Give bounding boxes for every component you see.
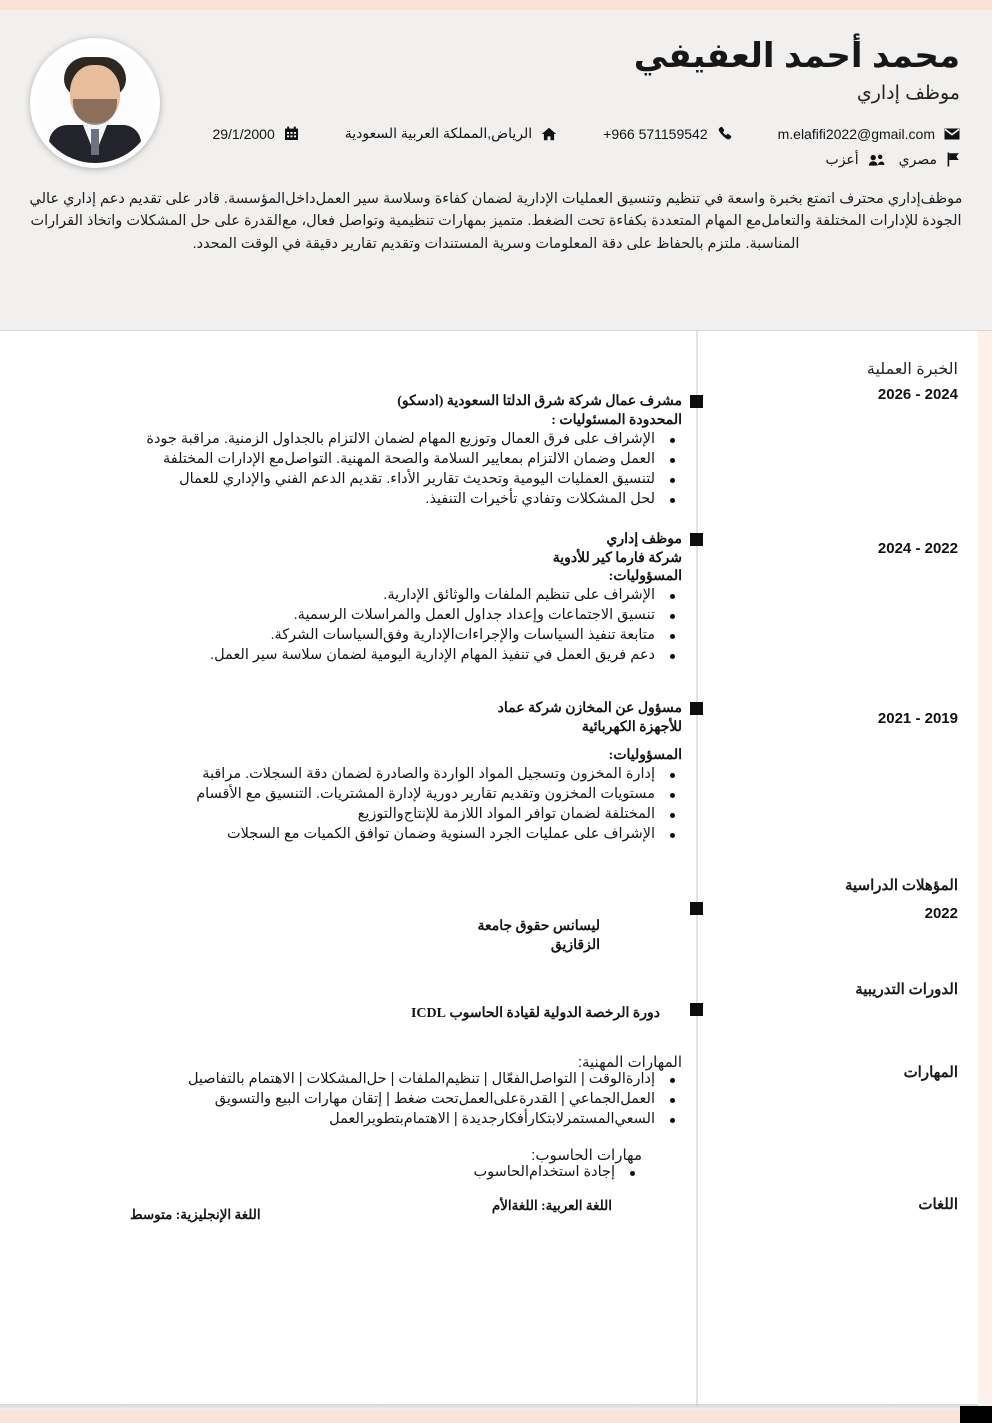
job3-bullets bbox=[100, 766, 682, 844]
job3-title-line1: مسؤول عن المخازن شركة عماد bbox=[497, 701, 682, 717]
timeline-line bbox=[696, 331, 698, 1407]
job2-bullets bbox=[100, 587, 682, 665]
section-training bbox=[0, 956, 992, 1024]
education-content bbox=[0, 846, 696, 956]
job3-content bbox=[0, 667, 696, 846]
timeline-marker bbox=[690, 1003, 703, 1016]
job1-bullet: العمل وضمان الالتزام بمعايير السلامة والصحة المهنية. التواصل‌مع الإدارات المختلفة bbox=[100, 451, 682, 469]
computer-skills-list bbox=[100, 1164, 642, 1182]
side-accent-strip bbox=[978, 331, 992, 1423]
job1-dates: 2024 - 2026 bbox=[877, 386, 958, 403]
languages-row bbox=[130, 1198, 612, 1223]
job3-row bbox=[0, 667, 992, 846]
education-entry bbox=[100, 918, 600, 956]
flag-icon bbox=[946, 152, 960, 167]
timeline-marker bbox=[690, 395, 703, 408]
training-entry bbox=[100, 1005, 660, 1024]
contact-row-2 bbox=[0, 151, 960, 168]
profile-photo bbox=[30, 38, 160, 168]
page-corner-mark bbox=[960, 1406, 992, 1423]
job1-bullet: لحل المشكلات وتفادي تأخيرات التنفيذ. bbox=[100, 491, 682, 509]
envelope-icon bbox=[944, 127, 960, 141]
skill-item: إجادة استخدام‌الحاسوب bbox=[100, 1164, 642, 1182]
degree-line1: ليسانس حقوق جامعة bbox=[477, 918, 600, 934]
phone-icon bbox=[717, 126, 732, 141]
job3-bullet: إدارة المخزون وتسجيل المواد الواردة والصادرة لضمان دقة السجلات. مراقبة bbox=[100, 766, 682, 784]
experience-heading: الخبرة العملية bbox=[866, 361, 958, 378]
job3-sidebar bbox=[696, 667, 992, 727]
contact-phone bbox=[603, 126, 731, 142]
skills-sidebar bbox=[696, 1023, 992, 1082]
contact-location bbox=[345, 125, 557, 142]
training-sidebar bbox=[696, 956, 992, 999]
job3-dates: 2019 - 2021 bbox=[877, 710, 958, 728]
candidate-name: محمد أحمد العفيفي bbox=[633, 37, 960, 75]
job1-content bbox=[0, 347, 696, 511]
job3-title-line2: للأجهزة الكهربائية bbox=[581, 720, 682, 736]
job1-bullet: الإشراف على فرق العمال وتوزيع المهام لضمان الالتزام بالجداول الزمنية. مراقبة جودة bbox=[100, 431, 682, 449]
education-year: 2022 bbox=[924, 904, 958, 922]
bottom-accent-strip bbox=[0, 1410, 992, 1423]
professional-skills-label: المهارات المهنية: bbox=[577, 1054, 682, 1072]
professional-skills-list bbox=[100, 1071, 682, 1129]
language-arabic: اللغة العربية: اللغة‌الأم bbox=[491, 1198, 612, 1214]
job1-entry bbox=[100, 393, 682, 509]
calendar-icon bbox=[284, 126, 299, 141]
resume-header bbox=[0, 10, 992, 330]
job2-dates: 2022 - 2024 bbox=[877, 539, 958, 557]
languages-content bbox=[0, 1184, 696, 1223]
job1-bullets bbox=[100, 431, 682, 509]
job3-entry bbox=[100, 700, 682, 844]
timeline-marker bbox=[690, 902, 703, 915]
section-languages bbox=[0, 1184, 992, 1223]
job2-content bbox=[0, 511, 696, 668]
section-education bbox=[0, 846, 992, 956]
skill-item: العمل‌الجماعي | القدرة‌على‌العمل‌تحت ضغط | إتقان مهارات البيع والتسويق bbox=[100, 1091, 682, 1109]
contact-nationality bbox=[899, 151, 960, 168]
timeline-marker bbox=[690, 702, 703, 715]
experience-sidebar bbox=[696, 347, 992, 403]
skills-content bbox=[0, 1023, 696, 1184]
job2-title: موظف إداري bbox=[606, 531, 682, 547]
phone-value: +966 571159542 bbox=[603, 125, 708, 142]
job2-sidebar bbox=[696, 511, 992, 557]
job2-entry bbox=[100, 531, 682, 666]
training-heading: الدورات التدريبية bbox=[855, 981, 958, 998]
education-sidebar bbox=[696, 846, 992, 922]
skill-item: إدارة‌الوقت | التواصل‌الفعّال | تنظيم‌الملفات | حل‌المشكلات | الاهتمام بالتفاصيل bbox=[100, 1071, 682, 1089]
job3-responsibilities-label: المسؤوليات: bbox=[608, 747, 682, 763]
training-content bbox=[0, 956, 696, 1024]
job2-bullet: دعم فريق العمل في تنفيذ المهام الإدارية اليومية لضمان سلاسة سير العمل. bbox=[100, 647, 682, 665]
languages-sidebar bbox=[696, 1184, 992, 1214]
candidate-job-title: موظف إداري bbox=[856, 83, 960, 104]
job2-row bbox=[0, 511, 992, 668]
email-value: m.elafifi2022@gmail.com bbox=[777, 125, 935, 142]
job3-bullet: المختلفة لضمان توافر المواد اللازمة للإنتاج‌والتوزيع bbox=[100, 806, 682, 824]
computer-skills-block bbox=[100, 1146, 642, 1182]
language-english: اللغة الإنجليزية: متوسط bbox=[130, 1207, 261, 1223]
job2-bullet: الإشراف على تنظيم الملفات والوثائق الإدارية. bbox=[100, 587, 682, 605]
section-experience bbox=[0, 347, 992, 511]
people-icon bbox=[868, 153, 885, 167]
timeline-marker bbox=[690, 533, 703, 546]
job3-bullet: الإشراف على عمليات الجرد السنوية وضمان توافق الكميات مع السجلات bbox=[100, 826, 682, 844]
languages-heading: اللغات bbox=[918, 1197, 958, 1214]
birth-date-value: 29/1/2000 bbox=[212, 125, 275, 142]
contact-birth-date bbox=[212, 126, 298, 142]
job1-title-line1: مشرف عمال شركة شرق الدلتا السعودية (ادسكو) bbox=[397, 394, 682, 409]
job2-bullet: متابعة تنفيذ السياسات والإجراءات‌الإدارية وفق‌السياسات الشركة. bbox=[100, 627, 682, 645]
job3-bullet: مستويات المخزون وتقديم تقارير دورية لإدارة المشتريات. التنسيق مع الأقسام bbox=[100, 786, 682, 804]
education-heading: المؤهلات الدراسية bbox=[844, 877, 958, 894]
job2-bullet: تنسيق الاجتماعات وإعداد جداول العمل والمراسلات الرسمية. bbox=[100, 607, 682, 625]
marital-status-value: أعزب bbox=[825, 151, 859, 167]
home-icon bbox=[541, 127, 557, 141]
degree-line2: الزقازيق bbox=[550, 937, 600, 953]
top-accent-strip bbox=[0, 0, 992, 10]
skill-item: السعي‌المستمر‌لابتكار‌أفكار‌جديدة | الاهتمام‌بتطوير‌العمل bbox=[100, 1111, 682, 1129]
job1-bullet: لتنسيق العمليات اليومية وتحديث تقارير الأداء. تقديم الدعم الفني والإداري للعمال bbox=[100, 471, 682, 489]
contact-email bbox=[778, 126, 960, 142]
nationality-value: مصري bbox=[898, 151, 937, 167]
course-name: دورة الرخصة الدولية لقيادة الحاسوب ICDL bbox=[410, 1005, 660, 1021]
section-skills bbox=[0, 1023, 992, 1184]
computer-skills-label: مهارات الحاسوب: bbox=[531, 1147, 642, 1165]
contact-marital-status bbox=[826, 151, 885, 168]
resume-body bbox=[0, 331, 992, 1423]
avatar-beard bbox=[73, 99, 117, 125]
job2-responsibilities-label: المسؤوليات: bbox=[608, 569, 682, 585]
skills-heading: المهارات bbox=[903, 1065, 958, 1082]
job1-title-line2: المحدودة المسئوليات : bbox=[551, 412, 682, 428]
profile-summary: موظف‌إداري محترف اتمتع بخبرة واسعة في تنظيم وتنسيق العمليات الإدارية لضمان كفاءة وسلاسة سير العمل‌داخل‌المؤسسة. قادر على تقديم دعم إداري عالي الجودة للإدارات المختلفة والتعامل‌مع المهام المتعددة بكفاءة تحت الضغط. متميز بمهارات تنظيمية وتواصل فعال، مع‌القدرة على حل المشكلات واتخاذ القرارات المناسبة. ملتزم بالحفاظ على دقة المعلومات وسرية المستندات وتقديم تقارير دقيقة في الوقت المحدد. bbox=[29, 191, 963, 252]
avatar-tie bbox=[91, 129, 99, 155]
job2-company: شركة فارما كير للأدوية bbox=[552, 550, 682, 566]
location-value: الرياض,المملكة العربية السعودية bbox=[344, 125, 533, 141]
